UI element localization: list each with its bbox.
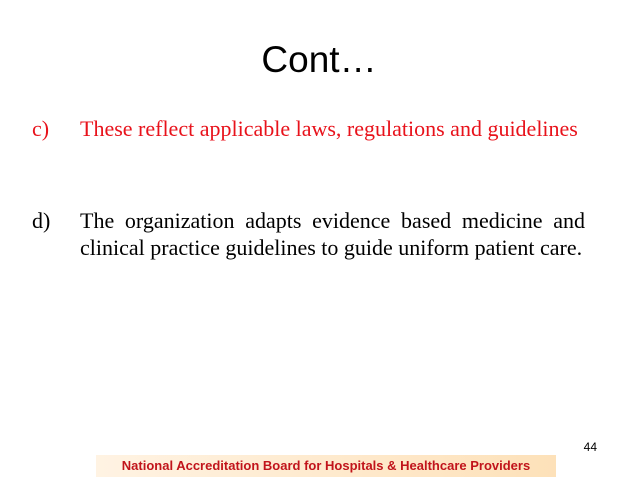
slide-title: Cont… (261, 39, 377, 80)
list-item (32, 207, 585, 261)
page-number: 44 (583, 440, 597, 454)
list-marker: d) (32, 208, 51, 233)
list-item-text: The organization adapts evidence based medicine and clinical practice guidelines to guide uniform patient care. (80, 208, 585, 260)
list-item (32, 115, 585, 142)
footer-banner: National Accreditation Board for Hospitals & Healthcare Providers (96, 455, 556, 477)
list-item-text: These reflect applicable laws, regulations and guidelines (80, 116, 578, 141)
list-marker: c) (32, 116, 50, 141)
